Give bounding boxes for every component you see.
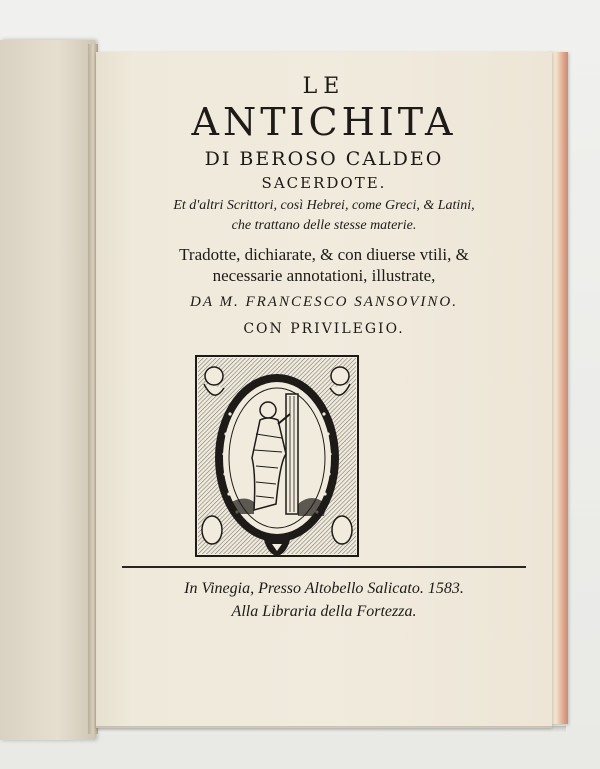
title-line-le: LE: [302, 74, 346, 99]
imprint-line-2: Alla Libraria della Fortezza.: [231, 603, 417, 620]
privilege-line: CON PRIVILEGIO.: [243, 321, 405, 337]
title-line-antichita: ANTICHITA: [191, 100, 457, 144]
page-shadow: [96, 726, 566, 732]
horizontal-rule: [122, 566, 526, 568]
printers-device-woodcut-icon: [194, 354, 360, 558]
title-page: [96, 52, 552, 728]
subtitle-italic-line-1: Et d'altri Scrittori, così Hebrei, come Greci, & Latini,: [173, 198, 475, 213]
subtitle-italic-line-2: che trattano delle stesse materie.: [231, 218, 417, 233]
description-line-2: necessarie annotationi, illustrate,: [212, 266, 436, 285]
description-line-1: Tradotte, dichiarate, & con diuerse vtili, &: [179, 245, 469, 264]
author-line: DA M. FRANCESCO SANSOVINO.: [190, 294, 458, 310]
title-line-beroso: DI BEROSO CALDEO: [204, 148, 444, 170]
title-line-sacerdote: SACERDOTE.: [261, 174, 387, 192]
imprint-line-1: In Vinegia, Presso Altobello Salicato. 1583.: [184, 580, 464, 597]
left-cover-board: [0, 40, 95, 740]
